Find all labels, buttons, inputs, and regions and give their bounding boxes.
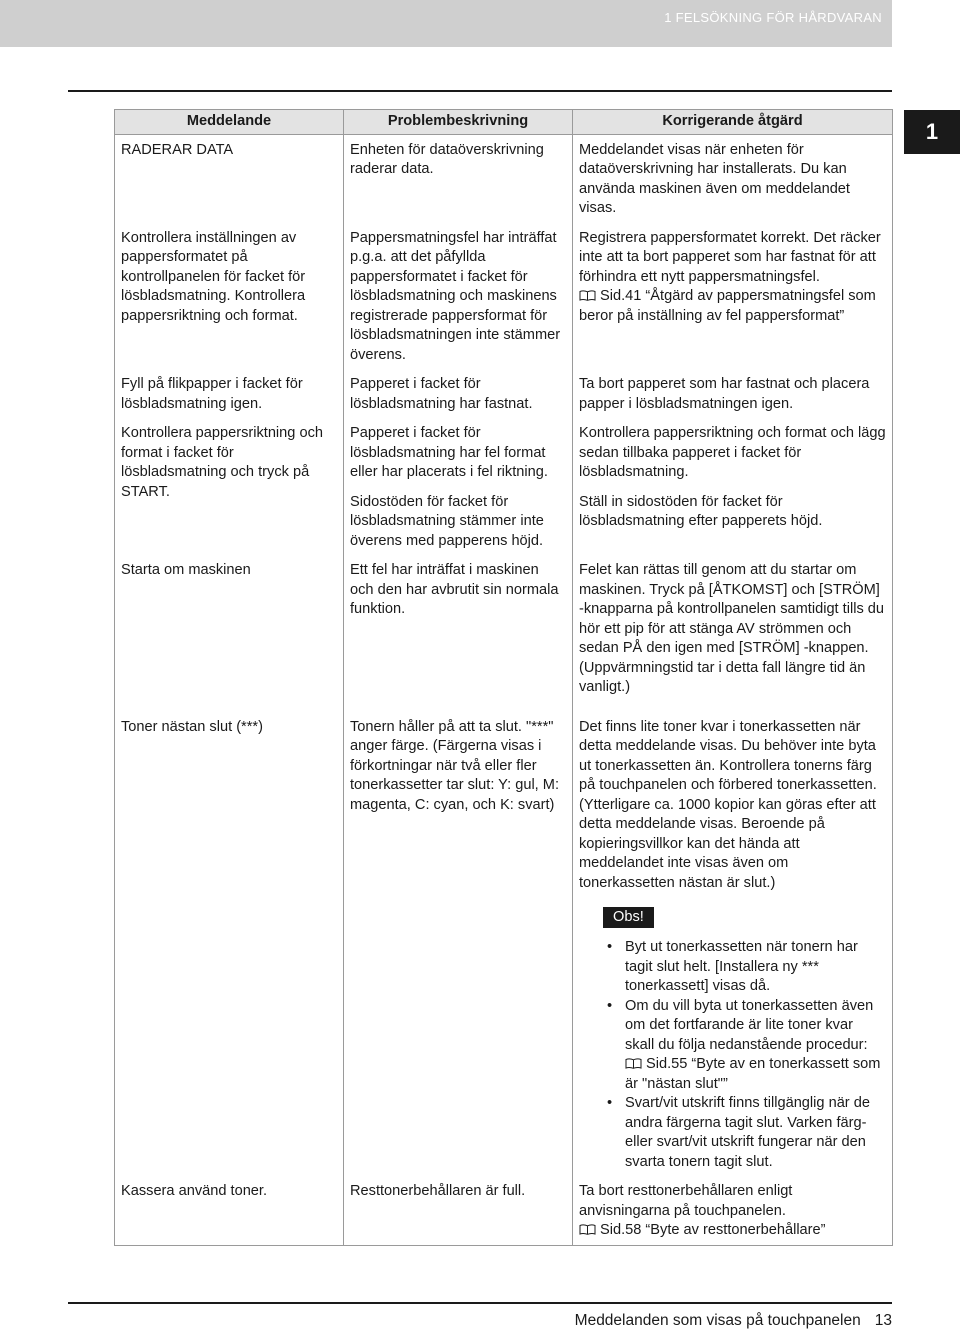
cell-action: Meddelandet visas när enheten för dataöverskrivning har installerats. Du kan använda maskinen även om meddelandet visas. <box>573 134 893 223</box>
message-table <box>114 109 893 1246</box>
table-row <box>115 223 893 370</box>
cell-action <box>573 712 893 1177</box>
table-row <box>115 555 893 712</box>
column-header-message: Meddelande <box>115 110 344 135</box>
section-title: 1 FELSÖKNING FÖR HÅRDVARAN <box>664 10 882 25</box>
page-footer <box>575 1312 892 1330</box>
book-icon <box>579 290 596 301</box>
reference-text: Sid.58 “Byte av resttonerbehållare” <box>600 1222 826 1238</box>
note-list <box>579 938 886 1172</box>
cell-problem: Papperet i facket för lösbladsmatning har fel format eller har placerats i fel riktning. <box>344 418 573 487</box>
note-text: Om du vill byta ut tonerkassetten även om det fortfarande är lite toner kvar skall du följa nedanstående procedur: <box>625 997 874 1053</box>
cell-problem: Resttonerbehållaren är full. <box>344 1176 573 1245</box>
cell-problem: Papperet i facket för lösbladsmatning har fastnat. <box>344 369 573 418</box>
cell-action: Ta bort papperet som har fastnat och placera papper i lösbladsmatningen igen. <box>573 369 893 418</box>
bottom-divider <box>68 1302 892 1304</box>
table-row <box>115 1176 893 1245</box>
cell-message: Starta om maskinen <box>115 555 344 712</box>
note-text: Byt ut tonerkassetten när tonern har tagit slut helt. [Installera ny *** tonerkassett] visas då. <box>625 939 858 994</box>
bullet-icon: • <box>607 939 613 955</box>
footer-title: Meddelanden som visas på touchpanelen <box>574 1312 861 1329</box>
cross-reference-link[interactable] <box>625 1055 886 1094</box>
note-text: Svart/vit utskrift finns tillgänglig när de andra färgerna tagit slut. Varken färg- eller svart/vit utskrift fungerar när den svarta tonern tagit slut. <box>625 1095 870 1170</box>
cell-message: RADERAR DATA <box>115 134 344 223</box>
list-item <box>607 997 886 1095</box>
cell-problem: Pappersmatningsfel har inträffat p.g.a. att det påfyllda pappersformatet i facket för lösbladsmatning och maskinens registrerade pappersformat för lösbladsmatningen inte stämmer överens. <box>344 223 573 370</box>
cell-action: Kontrollera pappersriktning och format och lägg sedan tillbaka papperet i facket för lösbladsmatning. <box>573 418 893 487</box>
reference-text: Sid.41 “Åtgärd av pappersmatningsfel som beror på inställning av fel pappersformat” <box>579 288 876 324</box>
cell-message: Toner nästan slut (***) <box>115 712 344 1177</box>
bullet-icon: • <box>607 1095 613 1111</box>
top-divider <box>68 90 892 92</box>
cell-problem: Sidostöden för facket för lösbladsmatning stämmer inte överens med papperens höjd. <box>344 487 573 556</box>
table-row <box>115 134 893 223</box>
cell-problem: Ett fel har inträffat i maskinen och den har avbrutit sin normala funktion. <box>344 555 573 712</box>
cell-message: Kontrollera inställningen av pappersformatet på kontrollpanelen för facket för lösbladsmatning. Kontrollera pappersriktning och format. <box>115 223 344 370</box>
note-label: Obs! <box>603 907 654 928</box>
table-row <box>115 369 893 418</box>
list-item <box>607 938 886 997</box>
cell-message: Fyll på flikpapper i facket för lösbladsmatning igen. <box>115 369 344 418</box>
cell-action <box>573 1176 893 1245</box>
page-number: 13 <box>874 1312 892 1329</box>
column-header-problem: Problembeskrivning <box>344 110 573 135</box>
book-icon <box>579 1224 596 1235</box>
table-header-row <box>115 110 893 135</box>
book-icon <box>625 1058 642 1069</box>
cell-problem: Tonern håller på att ta slut. "***" anger färge. (Färgerna visas i förkortningar när två eller fler tonerkassetter tar slut: Y: gul, M: magenta, C: cyan, och K: svart) <box>344 712 573 1177</box>
cell-action: Ställ in sidostöden för facket för lösbladsmatning efter papperets höjd. <box>573 487 893 556</box>
action-text: Registrera pappersformatet korrekt. Det räcker inte att ta bort papperet som har fastnat för att förhindra ett nytt pappersmatningsfel. <box>579 229 881 285</box>
table-row <box>115 712 893 1177</box>
cross-reference-link[interactable] <box>579 1221 886 1241</box>
cell-action <box>573 223 893 370</box>
bullet-icon: • <box>607 997 613 1014</box>
action-text: Ta bort resttonerbehållaren enligt anvisningarna på touchpanelen. <box>579 1183 793 1219</box>
cell-message: Kassera använd toner. <box>115 1176 344 1245</box>
cell-action: Felet kan rättas till genom att du startar om maskinen. Tryck på [ÅTKOMST] och [STRÖM] -knapparna på kontrollpanelen samtidigt tills du hör ett pip för att stänga AV strömmen och sedan PÅ den igen med [STRÖM] -knappen. (Uppvärmningstid tar i detta fall längre tid än vanligt.) <box>573 555 893 712</box>
action-text: Det finns lite toner kvar i tonerkassetten när detta meddelande visas. Du behöver inte byta ut tonerkassetten än. Kontrollera tonerns färg på touchpanelen och förbered tonerkassetten. (Ytterligare ca. 1000 kopior kan göras efter att detta meddelande visas. Beroende på kopieringsvillkor kan det hända att meddelandet inte visas även om tonerkassetten nästan är slut.) <box>579 718 877 891</box>
list-item <box>607 1094 886 1172</box>
cross-reference-link[interactable] <box>579 287 886 326</box>
table-row <box>115 418 893 487</box>
cell-message: Kontrollera pappersriktning och format i facket för lösbladsmatning och tryck på START. <box>115 418 344 555</box>
reference-text: Sid.55 “Byte av en tonerkassett som är "nästan slut"” <box>625 1056 881 1092</box>
column-header-action: Korrigerande åtgärd <box>573 110 893 135</box>
header-bar <box>0 0 892 47</box>
chapter-tab: 1 <box>904 110 960 154</box>
cell-problem: Enheten för dataöverskrivning raderar data. <box>344 134 573 223</box>
